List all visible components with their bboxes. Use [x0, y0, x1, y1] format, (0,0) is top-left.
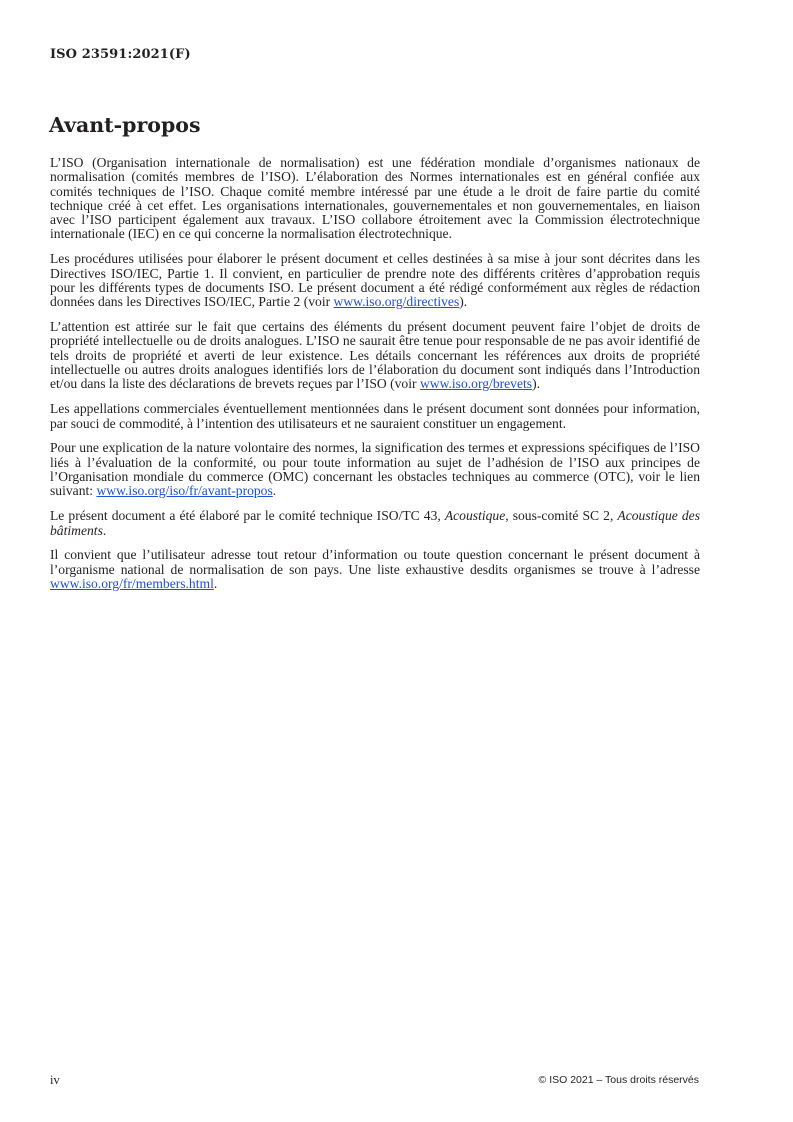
- paragraph-text: Le présent document a été élaboré par le comité technique ISO/TC 43,: [50, 508, 445, 524]
- paragraph-voluntary-nature: [50, 441, 700, 498]
- committee-name: Acoustique: [444, 508, 506, 524]
- link-members[interactable]: www.iso.org/fr/members.html: [50, 575, 214, 591]
- paragraph-text: Pour une explication de la nature volontaire des normes, la signification des termes et expressions spécifiques de l’ISO liés à l’évaluation de la conformité, ou pour toute information au sujet de l’adhésion de l’ISO aux principes de l’Organisation mondiale du commerce (OMC) concernant les obstacles techniques au commerce (OTC), voir le lien suivant:: [50, 440, 700, 499]
- page-title: Avant-propos: [49, 113, 201, 137]
- paragraph-tail: .: [213, 575, 218, 591]
- paragraph-text: L’attention est attirée sur le fait que certains des éléments du présent document peuvent faire l’objet de droits de propriété intellectuelle ou de droits analogues. L’ISO ne saurait être tenue pour responsable de ne pas avoir identifié de tels droits de propriété et averti de leur existence. Les détails concernant les références aux droits de propriété intellectuelle ou autres droits analogues identifiés lors de l’élaboration du document sont indiqués dans l’Introduction et/ou dans la liste des déclarations de brevets reçues par l’ISO (voir: [50, 319, 700, 392]
- link-avant-propos[interactable]: www.iso.org/iso/fr/avant-propos: [96, 483, 273, 499]
- paragraph-tail: ).: [459, 294, 468, 310]
- paragraph-tail: .: [272, 483, 277, 499]
- subcommittee-name: Acoustique des bâtiments: [50, 508, 700, 538]
- link-directives[interactable]: www.iso.org/directives: [333, 294, 460, 310]
- paragraph-iso-organisation: L’ISO (Organisation internationale de normalisation) est une fédération mondiale d’organismes nationaux de normalisation (comités membres de l’ISO). L’élaboration des Normes internationales est en général confiée aux comités techniques de l’ISO. Chaque comité membre intéressé par une étude a le droit de faire partie du comité technique créé à cet effet. Les organisations internationales, gouvernementales et non gouvernementales, en liaison avec l’ISO participent également aux travaux. L’ISO collabore étroitement avec la Commission électrotechnique internationale (IEC) en ce qui concerne la normalisation électrotechnique.: [50, 155, 700, 242]
- page-number: iv: [50, 1073, 60, 1087]
- paragraph-text: Les procédures utilisées pour élaborer le présent document et celles destinées à sa mise à jour sont décrites dans les Directives ISO/IEC, Partie 1. Il convient, en particulier de prendre note des différents critères d’approbation requis pour les différents types de documents ISO. Le présent document a été rédigé conformément aux règles de rédaction données dans les Directives ISO/IEC, Partie 2 (voir: [50, 251, 700, 310]
- foreword-body: [50, 156, 700, 602]
- paragraph-middle: , sous-comité SC 2,: [505, 508, 618, 524]
- paragraph-procedures: [50, 252, 700, 309]
- paragraph-patents: [50, 320, 700, 391]
- link-brevets[interactable]: www.iso.org/brevets: [419, 376, 533, 392]
- paragraph-trade-names: Les appellations commerciales éventuellement mentionnées dans le présent document sont données pour information, par souci de commodité, à l’intention des utilisateurs et ne sauraient constituer un engagement.: [50, 401, 700, 431]
- paragraph-tail: ).: [532, 376, 541, 392]
- paragraph-tail: .: [102, 522, 107, 538]
- paragraph-committee: [50, 509, 700, 538]
- paragraph-text: Il convient que l’utilisateur adresse tout retour d’information ou toute question concernant le présent document à l’organisme national de normalisation de son pays. Une liste exhaustive desdits organismes se trouve à l’adresse: [50, 547, 700, 577]
- document-code: ISO 23591:2021(F): [50, 47, 191, 62]
- copyright-notice: © ISO 2021 – Tous droits réservés: [538, 1074, 699, 1086]
- paragraph-feedback: [50, 548, 700, 591]
